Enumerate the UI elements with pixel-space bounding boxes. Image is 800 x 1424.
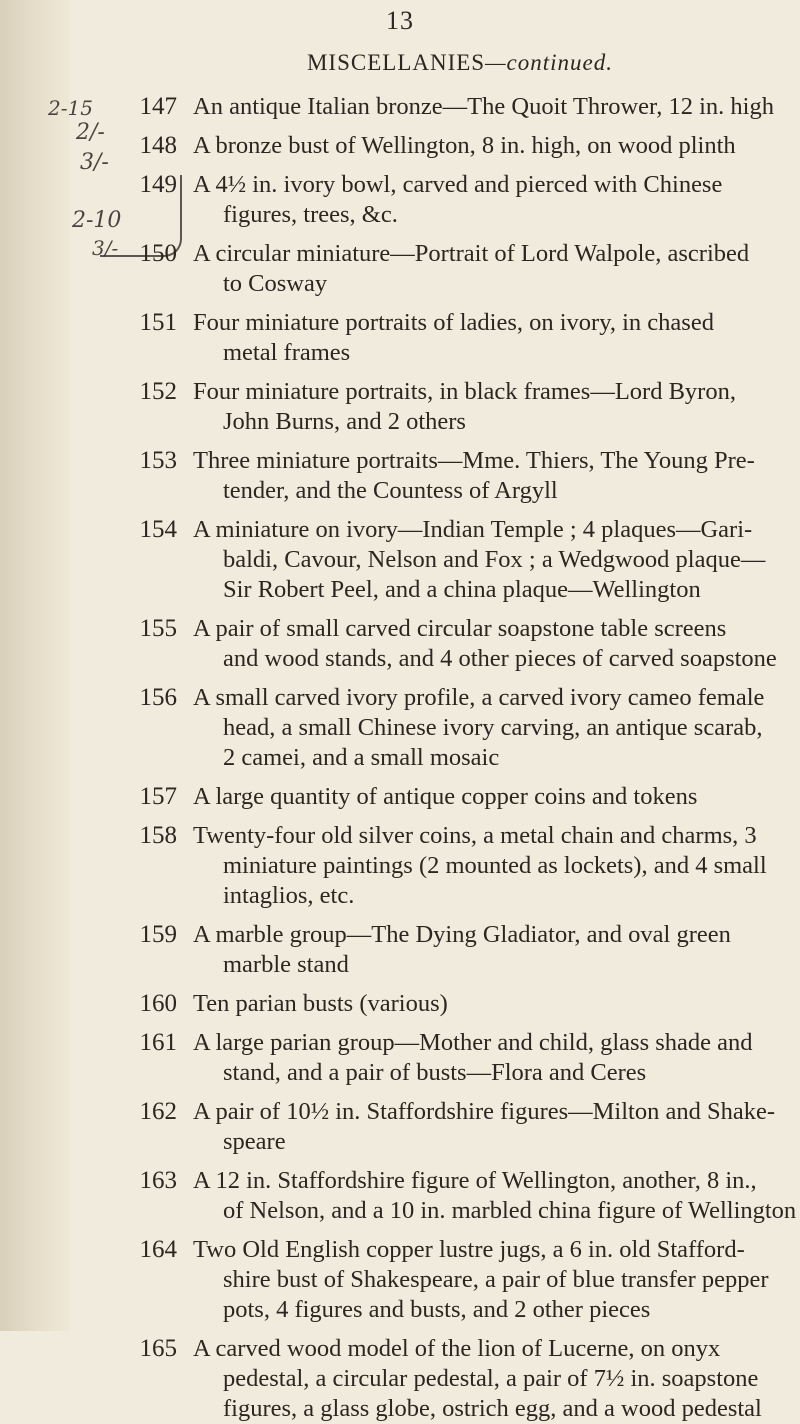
lot-number: 154: [139, 516, 177, 543]
lot-description: [193, 239, 789, 299]
lot-description-line: A large parian group—Mother and child, glass shade and: [193, 1029, 753, 1056]
lot-description-line: figures, trees, &c.: [223, 201, 398, 228]
lot-number: 147: [139, 93, 177, 120]
lot-description: [193, 446, 789, 506]
lot-description-line: miniature paintings (2 mounted as lockets), and 4 small: [223, 852, 767, 879]
lot-description-line: 2 camei, and a small mosaic: [223, 744, 500, 771]
lot-number: 161: [139, 1029, 177, 1056]
lot-description-line: A 4½ in. ivory bowl, carved and pierced with Chinese: [193, 171, 723, 198]
lot-description-line: An antique Italian bronze—The Quoit Thrower, 12 in. high: [193, 93, 774, 120]
lot-description: [193, 1028, 789, 1088]
lot-description: [193, 1235, 789, 1325]
lot-description: [193, 920, 789, 980]
lot-number: 152: [139, 378, 177, 405]
lot-description-line: Ten parian busts (various): [193, 990, 448, 1017]
lot-description-line: tender, and the Countess of Argyll: [223, 477, 558, 504]
lot-number: 163: [139, 1167, 177, 1194]
lot-description-line: A bronze bust of Wellington, 8 in. high, on wood plinth: [193, 132, 736, 159]
lot-description-line: metal frames: [223, 339, 351, 366]
lot-number: 153: [139, 447, 177, 474]
page-number: 13: [386, 6, 414, 35]
lot-description: [193, 1166, 797, 1226]
lot-description-line: head, a small Chinese ivory carving, an antique scarab,: [223, 714, 763, 741]
lot-description-line: A pair of 10½ in. Staffordshire figures—Milton and Shake-: [193, 1098, 776, 1125]
lot-description: [193, 92, 789, 122]
lot-description-line: A small carved ivory profile, a carved ivory cameo female: [193, 684, 765, 711]
page-margin: [0, 0, 70, 1331]
section-header: [130, 50, 790, 76]
lot-description-line: Four miniature portraits, in black frames—Lord Byron,: [193, 378, 736, 405]
lot-description-line: A miniature on ivory—Indian Temple ; 4 plaques—Gari-: [193, 516, 753, 543]
lot-description-line: Four miniature portraits of ladies, on ivory, in chased: [193, 309, 714, 336]
lot-description-line: and wood stands, and 4 other pieces of carved soapstone: [223, 645, 777, 672]
lot-number: 165: [139, 1335, 177, 1362]
lot-description-line: John Burns, and 2 others: [223, 408, 466, 435]
lot-number: 162: [139, 1098, 177, 1125]
lot-description: [193, 683, 789, 773]
lot-description: [193, 782, 789, 812]
lot-description-line: Twenty-four old silver coins, a metal chain and charms, 3: [193, 822, 757, 849]
lot-description-line: intaglios, etc.: [223, 882, 355, 909]
lot-number: 160: [139, 990, 177, 1017]
lot-description-line: A 12 in. Staffordshire figure of Wellington, another, 8 in.,: [193, 1167, 757, 1194]
lot-description-line: marble stand: [223, 951, 349, 978]
lot-description-line: baldi, Cavour, Nelson and Fox ; a Wedgwood plaque—: [223, 546, 766, 573]
lot-number: 149: [139, 171, 177, 198]
header-title: MISCELLANIES: [306, 50, 486, 75]
lot-description: [193, 131, 789, 161]
lot-number: 150: [139, 240, 177, 267]
lot-description: [193, 989, 789, 1019]
lot-description-line: shire bust of Shakespeare, a pair of blue transfer pepper: [223, 1266, 769, 1293]
lot-description-line: pots, 4 figures and busts, and 2 other pieces: [223, 1296, 651, 1323]
lot-description-line: A large quantity of antique copper coins and tokens: [193, 783, 698, 810]
handwritten-mark-150b: 3/-: [92, 236, 119, 260]
lot-description-line: A marble group—The Dying Gladiator, and oval green: [193, 921, 731, 948]
handwritten-price-147: 2-15: [48, 96, 93, 120]
lot-number: 151: [139, 309, 177, 336]
lot-description-line: Two Old English copper lustre jugs, a 6 in. old Stafford-: [193, 1236, 745, 1263]
handwritten-price-150: 2-10: [72, 208, 122, 233]
lot-number: 157: [139, 783, 177, 810]
lot-description-line: A carved wood model of the lion of Lucerne, on onyx: [193, 1335, 721, 1362]
lot-description: [193, 308, 789, 368]
lot-number: 155: [139, 615, 177, 642]
lot-description-line: stand, and a pair of busts—Flora and Ceres: [223, 1059, 647, 1086]
lot-description: [193, 821, 789, 911]
lot-description-line: Three miniature portraits—Mme. Thiers, The Young Pre-: [193, 447, 755, 474]
lot-number: 159: [139, 921, 177, 948]
lot-description: [193, 515, 789, 605]
header-continued: —continued.: [485, 50, 614, 75]
lot-description: [193, 1334, 789, 1424]
lot-description: [193, 170, 789, 230]
lot-description-line: A pair of small carved circular soapstone table screens: [193, 615, 727, 642]
lot-number: 158: [139, 822, 177, 849]
lot-description-line: figures, a glass globe, ostrich egg, and a wood pedestal: [223, 1395, 762, 1422]
lot-description-line: speare: [223, 1128, 286, 1155]
lot-description-line: to Cosway: [223, 270, 328, 297]
lot-description: [193, 1097, 789, 1157]
lot-description: [193, 377, 789, 437]
lot-description-line: A circular miniature—Portrait of Lord Walpole, ascribed: [193, 240, 750, 267]
lot-number: 164: [139, 1236, 177, 1263]
handwritten-mark-149: 3/-: [80, 150, 109, 175]
lot-description-line: pedestal, a circular pedestal, a pair of 7½ in. soapstone: [223, 1365, 759, 1392]
handwritten-mark-148: 2/-: [76, 120, 105, 145]
lot-description-line: of Nelson, and a 10 in. marbled china figure of Wellington: [223, 1197, 797, 1224]
lot-number: 156: [139, 684, 177, 711]
lot-description: [193, 614, 789, 674]
lot-description-line: Sir Robert Peel, and a china plaque—Wellington: [223, 576, 701, 603]
lot-number: 148: [139, 132, 177, 159]
